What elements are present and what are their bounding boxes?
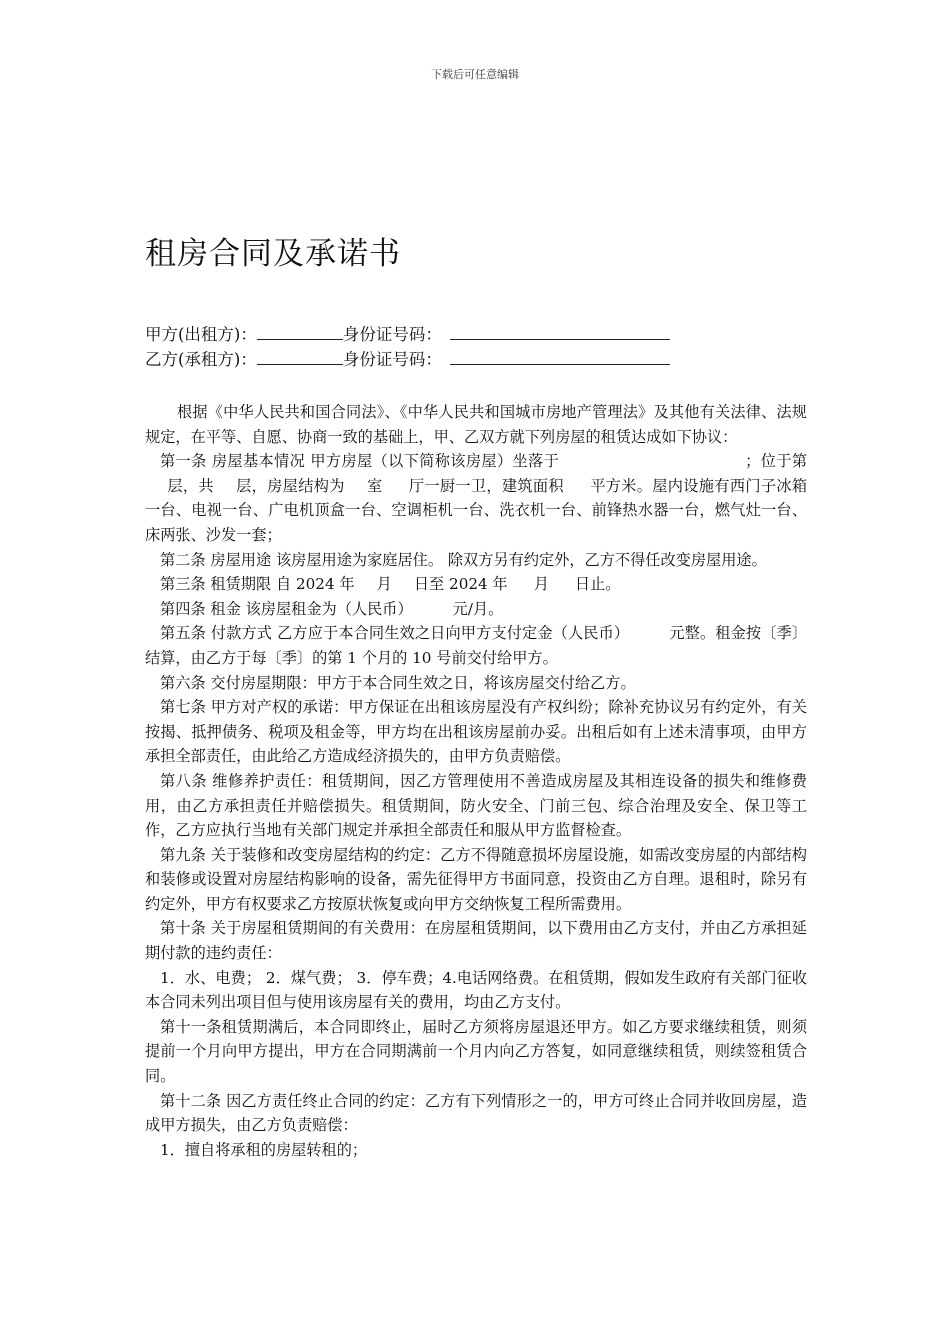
- article-5-part-1: 第五条 付款方式 乙方应于本合同生效之日向甲方支付定金（人民币）: [160, 624, 630, 643]
- party-a-id-label: 身份证号码：: [342, 325, 442, 344]
- article-5: [145, 621, 807, 670]
- party-a-row: [145, 322, 670, 347]
- article-4-part-1: 第四条 租金 该房屋租金为（人民币）: [160, 599, 413, 618]
- article-7: 第七条 甲方对产权的承诺：甲方保证在出租该房屋没有产权纠纷；除补充协议另有约定外，有关按揭、抵押债务、税项及租金等，甲方均在出租该房屋前办妥。出租后如有上述未清事项，由甲方承担全部责任，由此给乙方造成经济损失的，由甲方负责赔偿。: [145, 698, 807, 766]
- intro-paragraph: 根据《中华人民共和国合同法》、《中华人民共和国城市房地产管理法》及其他有关法律、法规规定，在平等、自愿、协商一致的基础上，甲、乙双方就下列房屋的租赁达成如下协议：: [145, 403, 807, 446]
- article-1-part-5: 室: [366, 476, 383, 495]
- article-3-part-3: 日至 2024 年: [413, 575, 508, 594]
- article-8: 第八条 维修养护责任：租赁期间，因乙方管理使用不善造成房屋及其相连设备的损失和维修费用，由乙方承担责任并赔偿损失。租赁期间，防火安全、门前三包、综合治理及安全、保卫等工作，乙方应执行当地有关部门规定并承担全部责任和服从甲方监督检查。: [145, 771, 807, 840]
- article-1-part-3: 层，共: [167, 476, 214, 495]
- article-3: [145, 572, 807, 597]
- article-1-part-4: 层，房屋结构为: [235, 476, 345, 495]
- article-12-item-1: 1．擅自将承租的房屋转租的；: [160, 1140, 368, 1159]
- party-b-id-label: 身份证号码：: [342, 350, 442, 369]
- party-a-label: 甲方(出租方)：: [145, 325, 257, 344]
- party-b-name-blank: [257, 347, 343, 365]
- article-11: 第十一条租赁期满后，本合同即终止，届时乙方须将房屋退还甲方。如乙方要求继续租赁，则须提前一个月向甲方提出，甲方在合同期满前一个月内向乙方答复，如同意继续租赁，则续签租赁合同。: [145, 1017, 807, 1086]
- party-b-id-blank: [450, 347, 670, 365]
- article-1-part-1: 第一条 房屋基本情况 甲方房屋（以下简称该房屋）坐落于: [160, 452, 560, 471]
- article-12: 第十二条 因乙方责任终止合同的约定：乙方有下列情形之一的，甲方可终止合同并收回房屋，造成甲方损失，由乙方负责赔偿：: [145, 1091, 807, 1135]
- article-1-part-2: ；位于第: [745, 452, 808, 471]
- party-a-name-blank: [257, 322, 343, 340]
- article-3-part-1: 第三条 租赁期限 自 2024 年: [160, 575, 355, 594]
- article-5-part-2: 元整。租金按〔季〕结算，由乙方于每〔季〕的第 1 个月的 10 号前交付给甲方。: [145, 624, 808, 667]
- party-a-id-blank: [450, 322, 670, 340]
- article-9: 第九条 关于装修和改变房屋结构的约定：乙方不得随意损坏房屋设施，如需改变房屋的内部结构和装修或设置对房屋结构影响的设备，需先征得甲方书面同意，投资由乙方自理。退租时，除另有约定外，甲方有权要求乙方按原状恢复或向甲方交纳恢复工程所需费用。: [145, 845, 807, 913]
- article-10-items: 1．水、电费； 2．煤气费； 3．停车费；4.电话网络费。在租赁期，假如发生政府有关部门征收本合同未列出项目但与使用该房屋有关的费用，均由乙方支付。: [145, 968, 807, 1012]
- article-3-part-2: 月: [376, 575, 392, 594]
- parties-block: [145, 322, 670, 372]
- article-6: 第六条 交付房屋期限：甲方于本合同生效之日，将该房屋交付给乙方。: [160, 673, 636, 692]
- article-4-part-2: 元/月。: [452, 599, 504, 618]
- contract-body: [145, 400, 807, 1162]
- article-1-part-6: 厅一厨一卫，建筑面积: [408, 476, 564, 495]
- document-title: 租房合同及承诺书: [145, 236, 401, 272]
- article-3-part-4: 月: [533, 575, 549, 594]
- article-3-part-5: 日止。: [574, 575, 621, 594]
- article-1: [145, 449, 807, 547]
- article-2: 第二条 房屋用途 该房屋用途为家庭居住。 除双方另有约定外，乙方不得任改变房屋用途。: [160, 550, 767, 569]
- party-b-label: 乙方(承租方)：: [145, 350, 257, 369]
- article-4: [145, 597, 807, 622]
- article-1-part-7: 平方米。屋内设施有西门子冰箱一台、电视一台、广电机顶盒一台、空调柜机一台、洗衣机一台、前锋热水器一台，燃气灶一台、床两张、沙发一套；: [145, 476, 808, 544]
- page-header-note: 下载后可任意编辑: [431, 68, 519, 81]
- article-10: 第十条 关于房屋租赁期间的有关费用：在房屋租赁期间，以下费用由乙方支付，并由乙方承担延期付款的违约责任：: [145, 919, 807, 963]
- party-b-row: [145, 347, 670, 372]
